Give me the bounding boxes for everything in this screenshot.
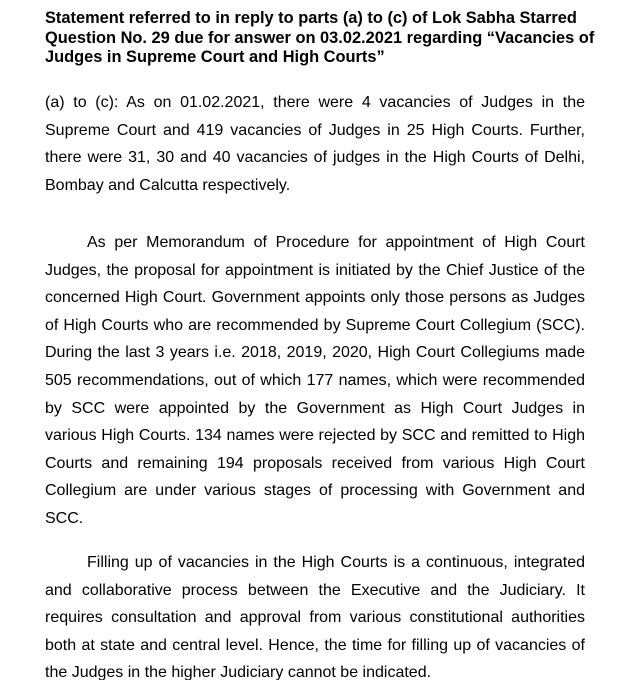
document-heading: Statement referred to in reply to parts (a) to (c) of Lok Sabha Starred Question No. 29 due for answer on 03.02.2021 regarding “Vacancies of Judges in Supreme Court and High Courts”: [45, 9, 595, 66]
paragraph-vacancies: (a) to (c): As on 01.02.2021, there were 4 vacancies of Judges in the Supreme Court and 419 vacancies of Judges in 25 High Courts. Further, there were 31, 30 and 40 vacancies of judges in the High Courts of Delhi, Bombay and Calcutta respectively.: [45, 94, 585, 194]
paragraph-filling-vacancies: Filling up of vacancies in the High Courts is a continuous, integrated and collaborative process between the Executive and the Judiciary. It requires consultation and approval from various constitutional authorities both at state and central level. Hence, the time for filling up of vacancies of the Judges in the higher Judiciary cannot be indicated.: [45, 554, 585, 680]
paragraph-appointment-procedure: As per Memorandum of Procedure for appointment of High Court Judges, the proposal for appointment is initiated by the Chief Justice of the concerned High Court. Government appoints only those persons as Judges of High Courts who are recommended by Supreme Court Collegium (SCC). During the last 3 years i.e. 2018, 2019, 2020, High Court Collegiums made 505 recommendations, out of which 177 names, which were recommended by SCC were appointed by the Government as High Court Judges in various High Courts. 134 names were rejected by SCC and remitted to High Courts and remaining 194 proposals received from various High Court Collegium are under various stages of processing with Government and SCC.: [45, 234, 585, 527]
